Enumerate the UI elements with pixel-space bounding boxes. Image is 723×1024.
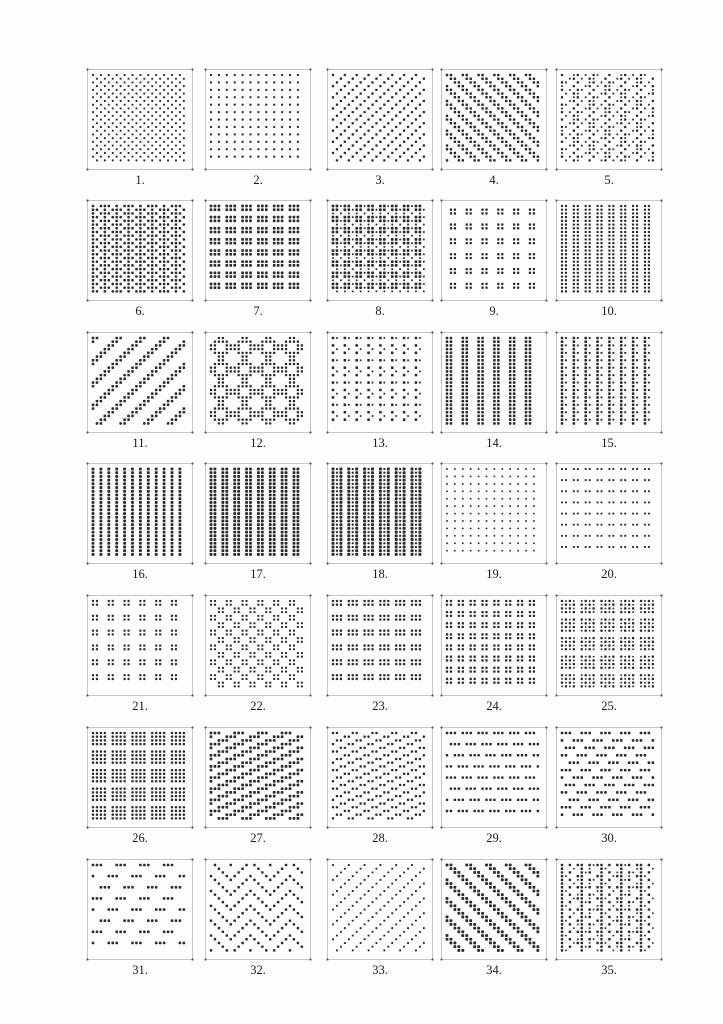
corner-mark: [309, 68, 311, 70]
corner-mark: [204, 726, 206, 728]
corner-mark: [555, 168, 557, 170]
pattern-swatch: [555, 726, 663, 834]
figure-number: 31.: [132, 963, 148, 977]
corner-mark: [440, 462, 442, 464]
corner-mark: [309, 562, 311, 564]
pattern-dots: [332, 732, 425, 820]
figure-number: 32.: [250, 963, 266, 977]
corner-mark: [309, 299, 311, 301]
figure-number: 15.: [601, 436, 617, 450]
corner-mark: [309, 958, 311, 960]
pattern-swatch: [555, 199, 663, 307]
pattern-dots: [446, 337, 532, 425]
corner-mark: [431, 199, 433, 201]
pattern-figure: [86, 594, 198, 722]
corner-mark: [86, 331, 88, 333]
pattern-figure: [555, 726, 667, 854]
swatch-frame: [557, 728, 662, 828]
corner-mark: [191, 299, 193, 301]
pattern-dots: [446, 732, 539, 812]
pattern-figure: [440, 199, 552, 327]
pattern-figure: [440, 331, 552, 459]
corner-mark: [326, 958, 328, 960]
corner-mark: [660, 68, 662, 70]
corner-mark: [326, 199, 328, 201]
pattern-figure: [440, 858, 552, 986]
pattern-dots: [92, 864, 185, 945]
pattern-swatch: [326, 199, 434, 307]
figure-number: 8.: [375, 304, 385, 318]
pattern-figure: [326, 594, 438, 722]
pattern-dots: [210, 337, 303, 425]
figure-number: 30.: [601, 831, 617, 845]
corner-mark: [431, 726, 433, 728]
corner-mark: [309, 726, 311, 728]
corner-mark: [204, 594, 206, 596]
figure-number: 9.: [489, 304, 499, 318]
corner-mark: [431, 331, 433, 333]
pattern-dots: [210, 74, 299, 158]
corner-mark: [86, 299, 88, 301]
corner-mark: [440, 168, 442, 170]
pattern-figure: [204, 199, 316, 327]
corner-mark: [326, 431, 328, 433]
corner-mark: [431, 858, 433, 860]
corner-mark: [191, 858, 193, 860]
pattern-swatch: [204, 199, 312, 307]
corner-mark: [204, 431, 206, 433]
pattern-figure: [204, 68, 316, 196]
corner-mark: [204, 958, 206, 960]
corner-mark: [555, 826, 557, 828]
pattern-swatch: [440, 726, 548, 834]
corner-mark: [440, 431, 442, 433]
corner-mark: [555, 858, 557, 860]
corner-mark: [660, 858, 662, 860]
figure-number: 13.: [372, 436, 388, 450]
corner-mark: [545, 168, 547, 170]
corner-mark: [431, 431, 433, 433]
corner-mark: [204, 826, 206, 828]
corner-mark: [660, 199, 662, 201]
pattern-dots: [92, 74, 185, 161]
corner-mark: [326, 68, 328, 70]
corner-mark: [326, 858, 328, 860]
pattern-figure: [86, 726, 198, 854]
corner-mark: [440, 958, 442, 960]
pattern-figure: [204, 594, 316, 722]
pattern-figure: [555, 331, 667, 459]
pattern-dots: [92, 732, 185, 820]
pattern-dots: [92, 600, 177, 680]
corner-mark: [326, 331, 328, 333]
corner-mark: [555, 299, 557, 301]
pattern-swatch: [440, 594, 548, 702]
corner-mark: [555, 562, 557, 564]
corner-mark: [555, 199, 557, 201]
corner-mark: [555, 594, 557, 596]
corner-mark: [326, 694, 328, 696]
pattern-swatch: [86, 462, 194, 570]
pattern-swatch: [326, 68, 434, 176]
pattern-figure: [86, 68, 198, 196]
corner-mark: [309, 694, 311, 696]
corner-mark: [86, 594, 88, 596]
corner-mark: [191, 826, 193, 828]
figure-number: 18.: [372, 567, 388, 581]
pattern-swatch: [440, 199, 548, 307]
corner-mark: [309, 462, 311, 464]
corner-mark: [191, 168, 193, 170]
pattern-dots: [561, 468, 650, 548]
pattern-figure: [326, 726, 438, 854]
pattern-dots: [332, 74, 425, 162]
pattern-figure: [326, 199, 438, 327]
pattern-figure: [555, 462, 667, 590]
corner-mark: [86, 958, 88, 960]
figure-number: 11.: [132, 436, 148, 450]
pattern-dots: [210, 468, 300, 556]
corner-mark: [204, 68, 206, 70]
figure-number: 14.: [486, 436, 502, 450]
corner-mark: [431, 826, 433, 828]
pattern-swatch: [326, 726, 434, 834]
pattern-figure: [555, 594, 667, 722]
corner-mark: [545, 199, 547, 201]
corner-mark: [440, 594, 442, 596]
figure-number: 25.: [601, 699, 617, 713]
pattern-swatch: [204, 594, 312, 702]
corner-mark: [660, 331, 662, 333]
corner-mark: [191, 68, 193, 70]
corner-mark: [204, 462, 206, 464]
corner-mark: [660, 431, 662, 433]
corner-mark: [660, 462, 662, 464]
corner-mark: [440, 68, 442, 70]
corner-mark: [309, 331, 311, 333]
corner-mark: [555, 462, 557, 464]
corner-mark: [86, 168, 88, 170]
corner-mark: [86, 694, 88, 696]
corner-mark: [431, 562, 433, 564]
pattern-dots: [446, 74, 539, 162]
figure-number: 10.: [601, 304, 617, 318]
corner-mark: [545, 68, 547, 70]
pattern-swatch: [555, 594, 663, 702]
pattern-dots: [561, 864, 654, 952]
corner-mark: [204, 562, 206, 564]
figure-number: 34.: [486, 963, 502, 977]
pattern-dots: [210, 600, 303, 687]
corner-mark: [660, 594, 662, 596]
pattern-dots: [92, 468, 182, 556]
figure-number: 12.: [250, 436, 266, 450]
pattern-swatch: [204, 68, 312, 176]
figure-number: 16.: [132, 567, 148, 581]
corner-mark: [326, 562, 328, 564]
corner-mark: [431, 462, 433, 464]
corner-mark: [440, 562, 442, 564]
corner-mark: [191, 958, 193, 960]
pattern-swatch: [86, 331, 194, 439]
corner-mark: [660, 726, 662, 728]
pattern-dots: [446, 600, 535, 684]
pattern-swatch: [326, 331, 434, 439]
pattern-dots: [92, 337, 185, 425]
corner-mark: [191, 594, 193, 596]
corner-mark: [555, 431, 557, 433]
corner-mark: [191, 199, 193, 201]
corner-mark: [191, 331, 193, 333]
corner-mark: [191, 462, 193, 464]
figure-number: 23.: [372, 699, 388, 713]
corner-mark: [660, 562, 662, 564]
figure-number: 20.: [601, 567, 617, 581]
pattern-dots: [210, 864, 303, 952]
figure-number: 19.: [486, 567, 502, 581]
corner-mark: [326, 726, 328, 728]
pattern-figure: [440, 726, 552, 854]
figure-number: 35.: [601, 963, 617, 977]
corner-mark: [545, 431, 547, 433]
corner-mark: [309, 168, 311, 170]
pattern-dots: [332, 205, 425, 293]
corner-mark: [555, 726, 557, 728]
corner-mark: [555, 331, 557, 333]
pattern-swatch: [555, 462, 663, 570]
pattern-swatch: [86, 726, 194, 834]
corner-mark: [440, 199, 442, 201]
pattern-figure: [86, 462, 198, 590]
corner-mark: [545, 858, 547, 860]
corner-mark: [431, 958, 433, 960]
corner-mark: [431, 168, 433, 170]
corner-mark: [191, 726, 193, 728]
pattern-dots: [446, 864, 540, 952]
pattern-figure: [440, 462, 552, 590]
corner-mark: [545, 594, 547, 596]
pattern-figure: [86, 331, 198, 459]
figure-number: 7.: [253, 304, 263, 318]
pattern-swatch: [440, 68, 548, 176]
corner-mark: [204, 168, 206, 170]
corner-mark: [555, 694, 557, 696]
pattern-dots: [332, 337, 421, 421]
corner-mark: [86, 199, 88, 201]
corner-mark: [191, 694, 193, 696]
pattern-swatch: [555, 858, 663, 966]
pattern-swatch: [204, 858, 312, 966]
corner-mark: [309, 858, 311, 860]
pattern-figure: [204, 726, 316, 854]
corner-mark: [204, 199, 206, 201]
corner-mark: [660, 826, 662, 828]
figure-number: 29.: [486, 831, 502, 845]
corner-mark: [660, 958, 662, 960]
corner-mark: [660, 168, 662, 170]
pattern-figure: [555, 199, 667, 327]
figure-number: 3.: [375, 173, 385, 187]
corner-mark: [440, 858, 442, 860]
pattern-figure: [326, 462, 438, 590]
figure-number: 5.: [604, 173, 614, 187]
pattern-swatch: [86, 594, 194, 702]
corner-mark: [431, 299, 433, 301]
corner-mark: [86, 462, 88, 464]
pattern-figure: [204, 331, 316, 459]
pattern-figure: [204, 858, 316, 986]
pattern-dots: [561, 600, 654, 688]
corner-mark: [204, 858, 206, 860]
corner-mark: [440, 826, 442, 828]
corner-mark: [204, 694, 206, 696]
pattern-dots: [92, 205, 185, 293]
corner-mark: [86, 826, 88, 828]
figure-number: 22.: [250, 699, 266, 713]
figure-number: 21.: [132, 699, 148, 713]
pattern-figure: [204, 462, 316, 590]
pattern-figure: [440, 68, 552, 196]
pattern-swatch: [326, 858, 434, 966]
corner-mark: [309, 199, 311, 201]
pattern-figure: [86, 858, 198, 986]
pattern-figure: [555, 68, 667, 196]
corner-mark: [440, 694, 442, 696]
pattern-dots: [446, 468, 535, 551]
pattern-dots: [210, 205, 300, 289]
pattern-dots: [561, 732, 654, 816]
pattern-figure: [555, 858, 667, 986]
corner-mark: [309, 826, 311, 828]
pattern-dots: [561, 205, 650, 293]
corner-mark: [660, 299, 662, 301]
pattern-dots: [450, 209, 535, 289]
pattern-dots: [210, 732, 304, 820]
pattern-swatch: [204, 462, 312, 570]
corner-mark: [326, 594, 328, 596]
pattern-swatch: [204, 726, 312, 834]
pattern-swatch: [440, 858, 548, 966]
figure-number: 4.: [489, 173, 499, 187]
corner-mark: [309, 594, 311, 596]
corner-mark: [86, 431, 88, 433]
corner-mark: [545, 462, 547, 464]
pattern-swatch: [326, 462, 434, 570]
corner-mark: [440, 331, 442, 333]
pattern-dots: [561, 74, 654, 162]
figure-number: 1.: [135, 173, 145, 187]
corner-mark: [86, 726, 88, 728]
pattern-dots: [561, 337, 650, 425]
corner-mark: [431, 68, 433, 70]
figure-number: 26.: [132, 831, 148, 845]
corner-mark: [86, 68, 88, 70]
corner-mark: [204, 299, 206, 301]
corner-mark: [191, 562, 193, 564]
figure-number: 33.: [372, 963, 388, 977]
corner-mark: [660, 694, 662, 696]
corner-mark: [431, 594, 433, 596]
corner-mark: [86, 562, 88, 564]
pattern-dots: [332, 468, 422, 556]
corner-mark: [545, 958, 547, 960]
corner-mark: [309, 431, 311, 433]
pattern-swatch: [440, 462, 548, 570]
corner-mark: [326, 168, 328, 170]
corner-mark: [545, 299, 547, 301]
corner-mark: [431, 694, 433, 696]
pattern-swatch: [555, 331, 663, 439]
figure-number: 17.: [250, 567, 266, 581]
pattern-figure: [326, 858, 438, 986]
pattern-figure: [326, 331, 438, 459]
figure-number: 6.: [135, 304, 145, 318]
pattern-swatch: [86, 199, 194, 307]
pattern-swatch: [440, 331, 548, 439]
pattern-figure: [326, 68, 438, 196]
figure-number: 28.: [372, 831, 388, 845]
pattern-figure: [440, 594, 552, 722]
corner-mark: [555, 68, 557, 70]
corner-mark: [204, 331, 206, 333]
corner-mark: [191, 431, 193, 433]
corner-mark: [440, 299, 442, 301]
pattern-swatch: [555, 68, 663, 176]
corner-mark: [326, 299, 328, 301]
corner-mark: [86, 858, 88, 860]
figure-number: 2.: [253, 173, 263, 187]
corner-mark: [545, 562, 547, 564]
pattern-dots: [332, 600, 421, 680]
corner-mark: [326, 826, 328, 828]
figure-number: 27.: [250, 831, 266, 845]
corner-mark: [545, 726, 547, 728]
figure-number: 24.: [486, 699, 502, 713]
pattern-swatch: [204, 331, 312, 439]
pattern-swatch: [86, 858, 194, 966]
swatch-frame: [442, 201, 547, 301]
pattern-swatch: [326, 594, 434, 702]
corner-mark: [555, 958, 557, 960]
corner-mark: [545, 826, 547, 828]
corner-mark: [545, 331, 547, 333]
corner-mark: [440, 726, 442, 728]
pattern-swatch: [86, 68, 194, 176]
pattern-figure: [86, 199, 198, 327]
corner-mark: [326, 462, 328, 464]
pattern-dots: [332, 864, 425, 951]
corner-mark: [545, 694, 547, 696]
